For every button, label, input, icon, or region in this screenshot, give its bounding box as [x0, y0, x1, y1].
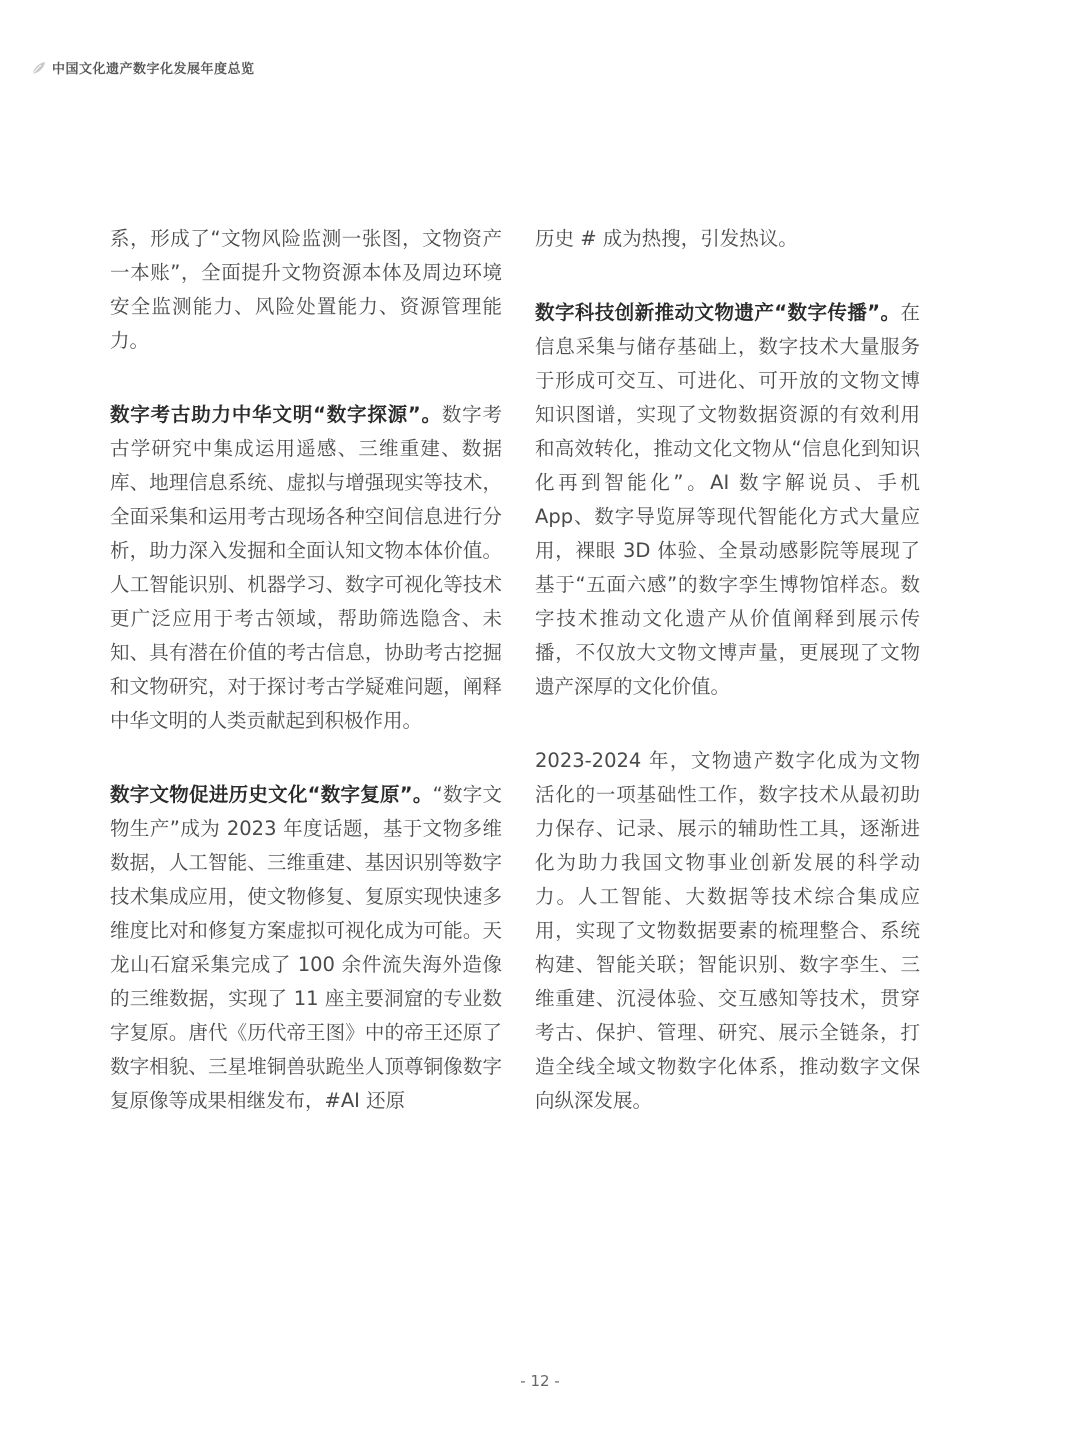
report-title: 中国文化遗产数字化发展年度总览 — [52, 62, 255, 77]
right-column — [535, 222, 920, 1158]
paragraph-continued: 历史 # 成为热搜，引发热议。 — [535, 227, 798, 250]
paragraph-continued: 系，形成了“文物风险监测一张图，文物资产一本账”，全面提升文物资源本体及周边环境安全监测能力、风险处置能力、资源管理能力。 — [110, 227, 502, 352]
paragraph-digital-restoration — [110, 778, 502, 1118]
running-header — [30, 58, 255, 77]
paragraph-digital-archaeology — [110, 398, 502, 738]
left-column — [110, 222, 502, 1158]
paragraph-digital-dissemination — [535, 296, 920, 704]
paragraph-lead: 数字科技创新推动文物遗产“数字传播”。 — [535, 301, 901, 324]
leaf-icon — [30, 60, 46, 76]
page-number: - 12 - — [520, 1372, 560, 1390]
paragraph-body: 在信息采集与储存基础上，数字技术大量服务于形成可交互、可进化、可开放的文物文博知识图谱，实现了文物数据资源的有效利用和高效转化，推动文化文物从“信息化到知识化再到智能化”。AI 数字解说员、手机 App、数字导览屏等现代智能化方式大量应用，裸眼 3D 体验、全景动感影院等展现了基于“五面六感”的数字孪生博物馆样态。数字技术推动文化遗产从价值阐释到展示传播，不仅放大文物文博声量，更展现了文物遗产深厚的文化价值。 — [535, 301, 920, 698]
paragraph-lead: 数字文物促进历史文化“数字复原”。 — [110, 783, 433, 806]
paragraph-lead: 数字考古助力中华文明“数字探源”。 — [110, 403, 442, 426]
paragraph-body: “数字文物生产”成为 2023 年度话题，基于文物多维数据，人工智能、三维重建、基因识别等数字技术集成应用，使文物修复、复原实现快速多维度比对和修复方案虚拟可视化成为可能。天龙山石窟采集完成了 100 余件流失海外造像的三维数据，实现了 11 座主要洞窟的专业数字复原。唐代《历代帝王图》中的帝王还原了数字相貌、三星堆铜兽驮跪坐人顶尊铜像数字复原像等成果相继发布，#AI 还原 — [110, 783, 502, 1112]
paragraph-body: 数字考古学研究中集成运用遥感、三维重建、数据库、地理信息系统、虚拟与增强现实等技术，全面采集和运用考古现场各种空间信息进行分析，助力深入发掘和全面认知文物本体价值。人工智能识别、机器学习、数字可视化等技术更广泛应用于考古领域，帮助筛选隐含、未知、具有潜在价值的考古信息，协助考古挖掘和文物研究，对于探讨考古学疑难问题，阐释中华文明的人类贡献起到积极作用。 — [110, 403, 502, 732]
paragraph-summary: 2023-2024 年，文物遗产数字化成为文物活化的一项基础性工作，数字技术从最初助力保存、记录、展示的辅助性工具，逐渐进化为助力我国文物事业创新发展的科学动力。人工智能、大数据等技术综合集成应用，实现了文物数据要素的梳理整合、系统构建、智能关联；智能识别、数字孪生、三维重建、沉浸体验、交互感知等技术，贯穿考古、保护、管理、研究、展示全链条，打造全线全域文物数字化体系，推动数字文保向纵深发展。 — [535, 749, 920, 1112]
